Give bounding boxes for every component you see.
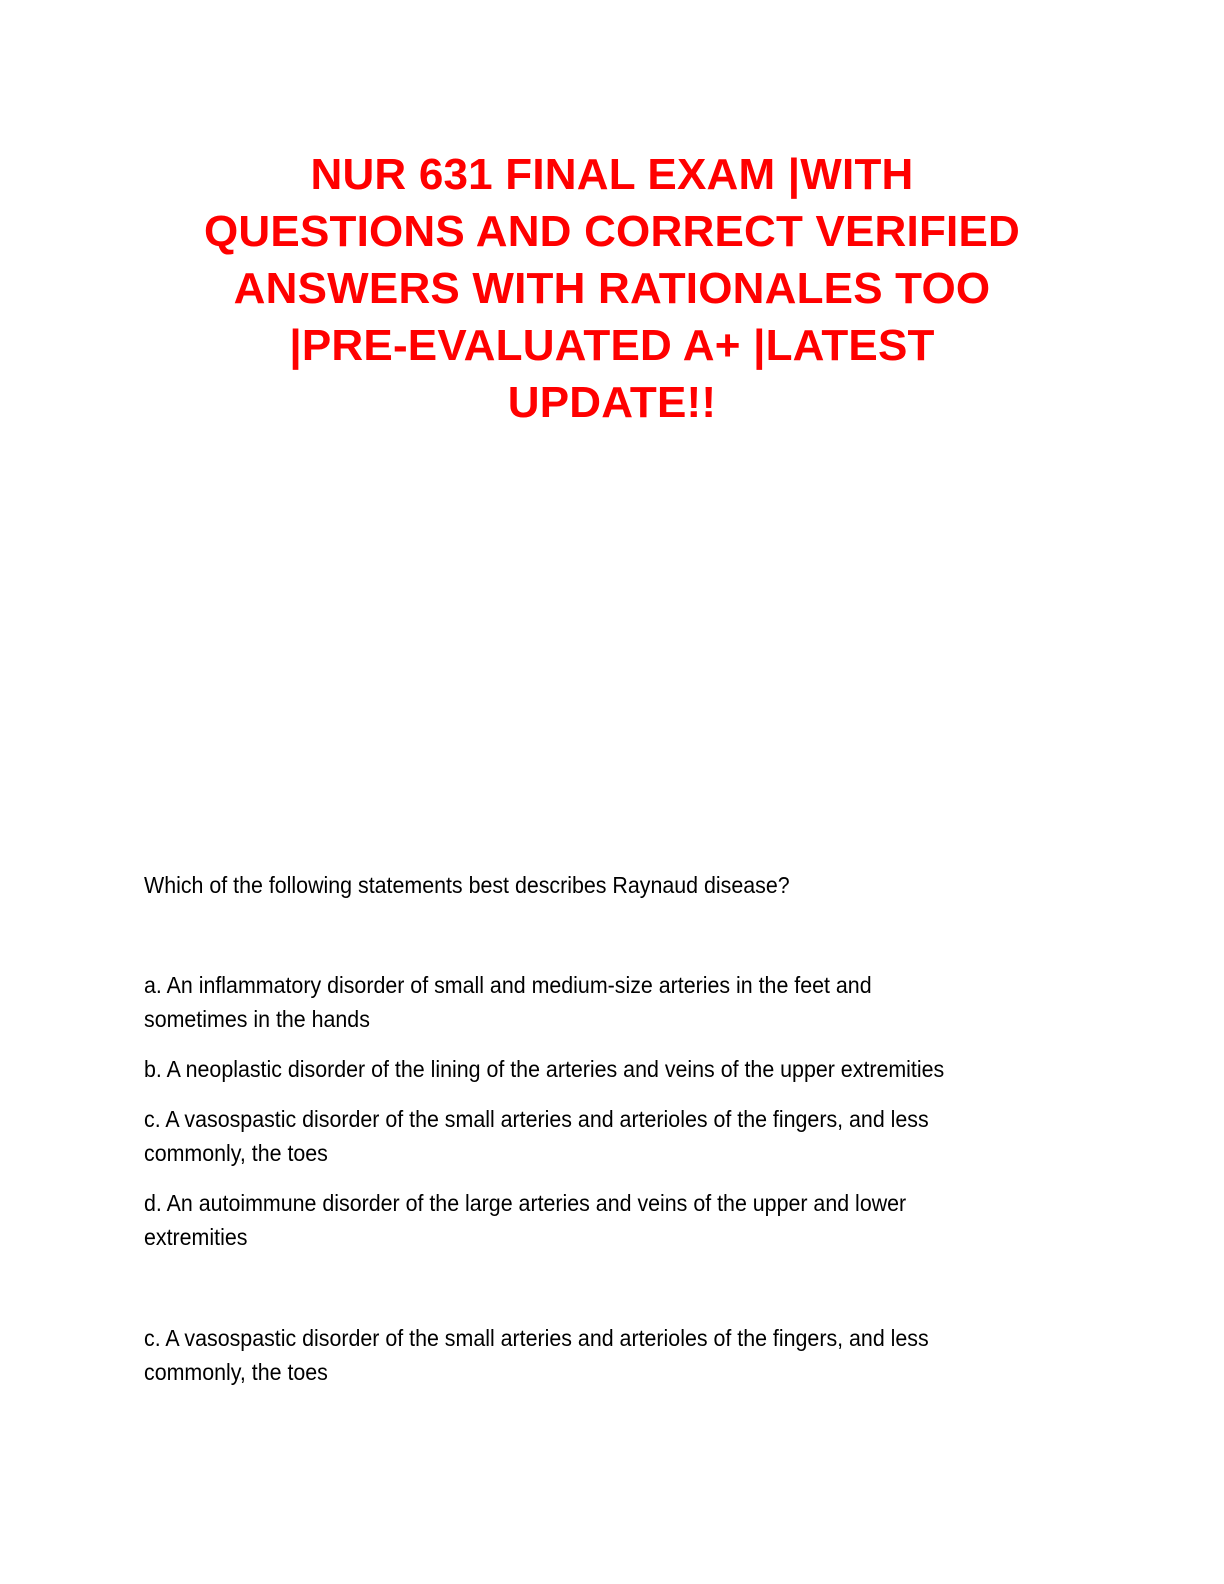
document-title [150,146,1074,431]
option-d-line2: extremities [144,1224,248,1250]
option-a-line1: a. An inflammatory disorder of small and medium-size arteries in the feet and [144,972,872,998]
title-line: UPDATE!! [507,378,717,427]
option-b [144,1052,1018,1086]
title-line: QUESTIONS AND CORRECT VERIFIED [204,207,1020,256]
option-b-line1: b. A neoplastic disorder of the lining of the arteries and veins of the upper extremities [144,1056,945,1082]
option-c-line2: commonly, the toes [144,1140,328,1166]
option-a-line2: sometimes in the hands [144,1006,370,1032]
correct-answer [144,1321,1018,1389]
title-line: NUR 631 FINAL EXAM |WITH [310,150,914,199]
option-a [144,968,1018,1036]
option-c-line1: c. A vasospastic disorder of the small arteries and arterioles of the fingers, and less [144,1106,929,1132]
answer-line1: c. A vasospastic disorder of the small arteries and arterioles of the fingers, and less [144,1325,929,1351]
title-line: |PRE-EVALUATED A+ |LATEST [289,321,935,370]
option-d [144,1186,1018,1254]
question-text: Which of the following statements best describes Raynaud disease? [144,872,790,898]
option-d-line1: d. An autoimmune disorder of the large arteries and veins of the upper and lower [144,1190,907,1216]
answer-line2: commonly, the toes [144,1359,328,1385]
option-c [144,1102,1018,1170]
title-line: ANSWERS WITH RATIONALES TOO [233,264,991,313]
